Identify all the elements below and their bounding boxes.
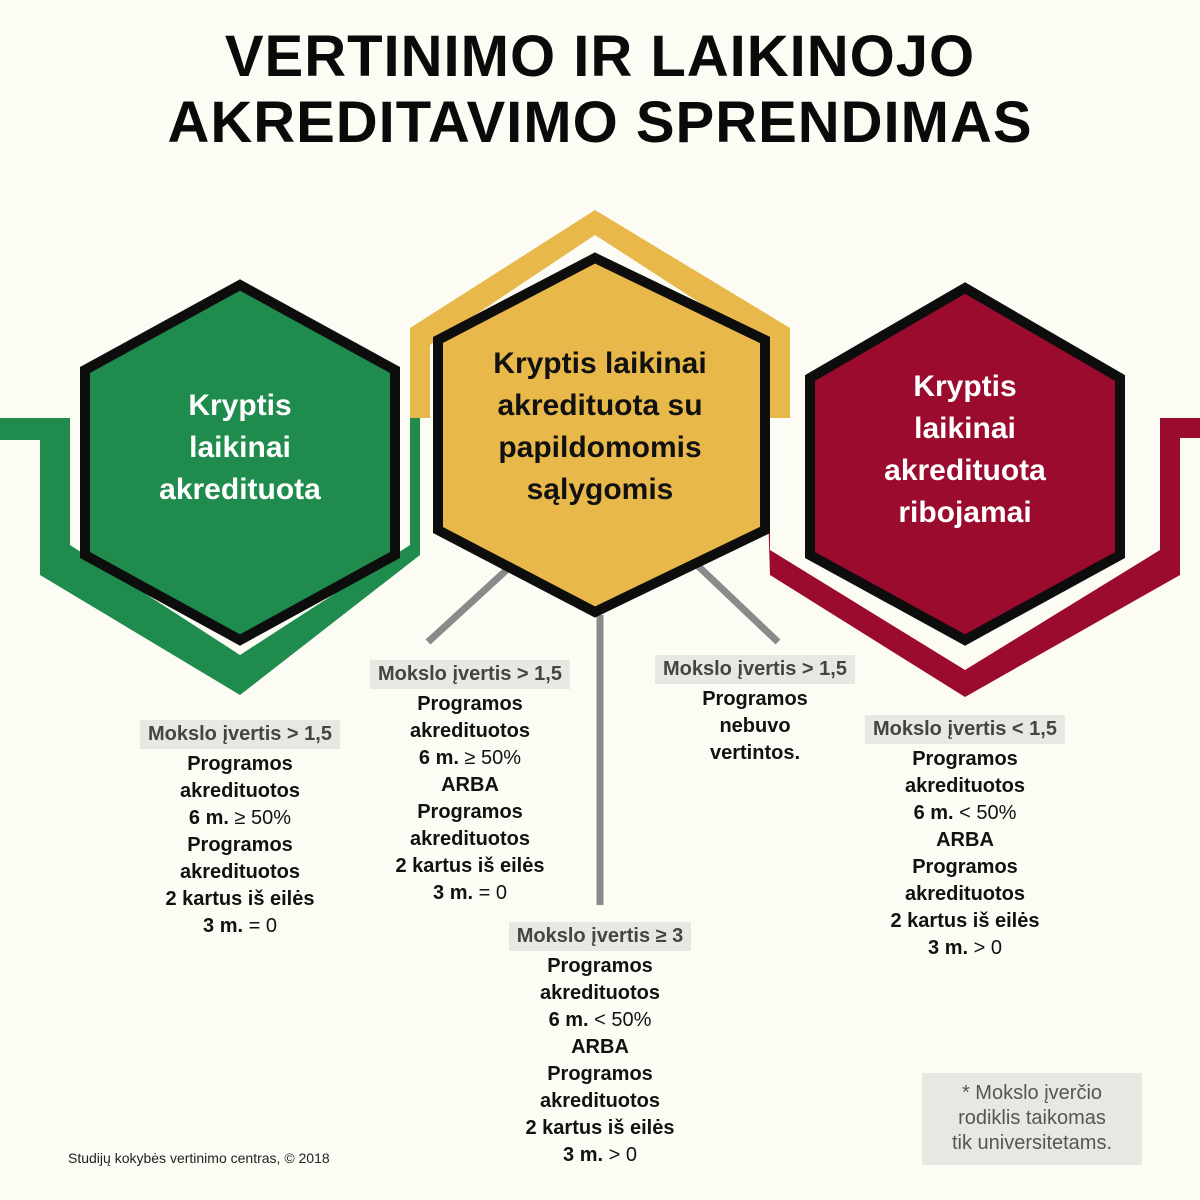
criteria-line-text: Programos [702,688,808,710]
criteria-line [470,1061,730,1088]
criteria-line-text: 2 kartus iš eilės [890,910,1040,932]
title-line-2: AKREDITAVIMO SPRENDIMAS [167,90,1033,155]
credit-text: Studijų kokybės vertinimo centras, © 2018 [68,1150,330,1166]
condition-tag: Mokslo įvertis > 1,5 [140,720,340,749]
criteria-line-text: 2 kartus iš eilės [395,855,545,877]
criteria-line [835,935,1095,962]
criteria-line [835,800,1095,827]
criteria-line [110,859,370,886]
footnote-line: * Mokslo įverčio [961,1082,1103,1104]
criteria-line-text: akredituotos [179,780,301,802]
criteria-line-text: Programos [417,693,523,715]
criteria-line-text: Programos [187,753,293,775]
criteria-line-text: akredituotos [539,1090,661,1112]
criteria-line-text: akredituotos [409,828,531,850]
criteria-line-text: akredituotos [539,982,661,1004]
criteria-line-text: akredituotos [409,720,531,742]
criteria-line [340,853,600,880]
criteria-line [110,886,370,913]
footnote-line: tik universitetams. [951,1132,1113,1154]
criteria-line-text: 6 m. [418,747,465,769]
hex-label-line: laikinai [189,431,291,464]
criteria-line-value: = 0 [478,882,507,904]
criteria-line [340,718,600,745]
criteria-line [835,773,1095,800]
connector-line-left [428,565,512,642]
footnote-line: rodiklis taikomas [958,1107,1106,1129]
criteria-line [340,691,600,718]
red-hexagon-label [825,366,1105,534]
condition-tag: Mokslo įvertis < 1,5 [865,715,1065,744]
criteria-line [470,953,730,980]
criteria-line-text: Programos [547,1063,653,1085]
title-line-1: VERTINIMO IR LAIKINOJO [224,24,976,89]
criteria-line [340,745,600,772]
criteria-line [835,881,1095,908]
criteria-line [625,686,885,713]
yellow-hexagon-label [455,343,745,511]
criteria-line-text: 3 m. [433,882,479,904]
criteria-block-yellow-center [470,922,730,1169]
page-title [0,24,1200,156]
hex-label-line: ribojamai [898,496,1032,529]
criteria-line-value: ≥ 50% [234,807,292,829]
criteria-line-value: > 0 [973,937,1002,959]
criteria-line-value: < 50% [959,802,1017,824]
hex-label-line: Kryptis laikinai [493,347,707,380]
criteria-block-yellow-left [340,660,600,907]
hex-label-line: laikinai [914,412,1016,445]
green-hexagon-label [100,385,380,511]
criteria-line-text: 2 kartus iš eilės [165,888,315,910]
criteria-line-text: ARBA [936,829,994,851]
criteria-line [340,826,600,853]
criteria-line-value: ≥ 50% [464,747,522,769]
hex-label-line: Kryptis [913,370,1017,403]
criteria-line-text: Programos [417,801,523,823]
criteria-line-text: Programos [912,856,1018,878]
criteria-line [835,746,1095,773]
hex-label-line: papildomomis [498,431,702,464]
condition-tag: Mokslo įvertis > 1,5 [655,655,855,684]
condition-tag: Mokslo įvertis ≥ 3 [509,922,692,951]
criteria-line-text: nebuvo [719,715,791,737]
criteria-line [470,1034,730,1061]
criteria-line-text: akredituotos [179,861,301,883]
criteria-line-text: Programos [547,955,653,977]
criteria-line-text: 6 m. [548,1009,595,1031]
hex-label-line: sąlygomis [526,473,674,506]
criteria-line-value: < 50% [594,1009,652,1031]
criteria-line-value: = 0 [248,915,277,937]
criteria-line [110,832,370,859]
hex-label-line: Kryptis [188,389,292,422]
criteria-line-value: > 0 [608,1144,637,1166]
criteria-line-text: 3 m. [203,915,249,937]
criteria-line [835,908,1095,935]
hex-label-line: akredituota su [497,389,703,422]
criteria-line-text: akredituotos [904,775,1026,797]
criteria-line-text: 6 m. [188,807,235,829]
criteria-line-text: akredituotos [904,883,1026,905]
criteria-line-text: 3 m. [928,937,974,959]
criteria-line [470,1007,730,1034]
criteria-line-text: 6 m. [913,802,960,824]
criteria-line [470,1115,730,1142]
criteria-line [110,751,370,778]
footnote-box [922,1073,1142,1165]
criteria-line-text: vertintos. [709,742,801,764]
condition-tag: Mokslo įvertis > 1,5 [370,660,570,689]
criteria-block-green [110,720,370,940]
criteria-line [835,854,1095,881]
connector-line-right [697,565,778,642]
criteria-line [110,805,370,832]
criteria-line [110,913,370,940]
criteria-line [340,772,600,799]
criteria-line-text: ARBA [571,1036,629,1058]
criteria-line [470,980,730,1007]
criteria-line [340,799,600,826]
criteria-line [340,880,600,907]
hex-label-line: akredituota [884,454,1046,487]
criteria-line [835,827,1095,854]
criteria-line [110,778,370,805]
criteria-line [470,1142,730,1169]
criteria-line-text: Programos [187,834,293,856]
criteria-line-text: 2 kartus iš eilės [525,1117,675,1139]
criteria-block-red [835,715,1095,962]
criteria-line-text: 3 m. [563,1144,609,1166]
criteria-line-text: ARBA [441,774,499,796]
criteria-line [470,1088,730,1115]
hex-label-line: akredituota [159,473,321,506]
criteria-line-text: Programos [912,748,1018,770]
